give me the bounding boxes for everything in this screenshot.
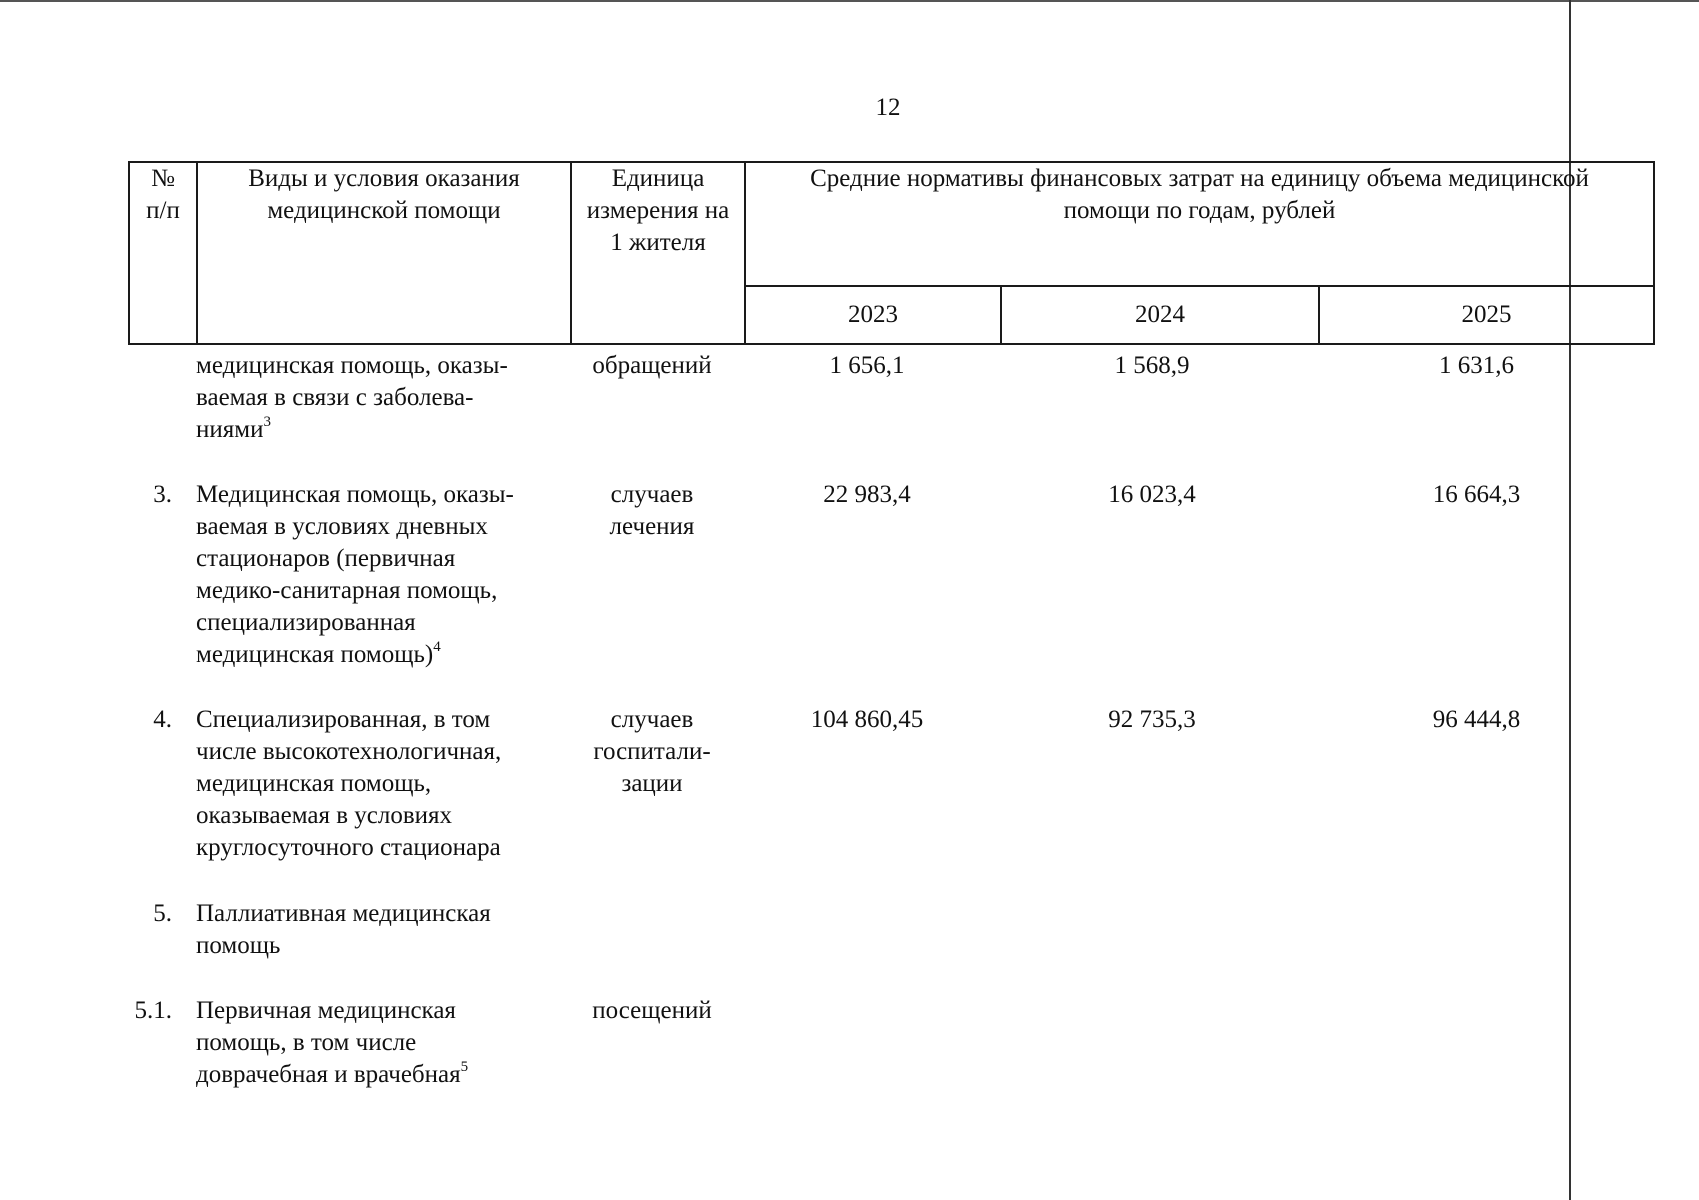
row-unit-line: случаев <box>610 706 694 733</box>
page-number: 12 <box>875 94 901 121</box>
table-header <box>128 161 1655 345</box>
row-value-2023: 1 656,1 <box>829 352 905 379</box>
row-unit-line: лечения <box>609 513 695 540</box>
row-unit-line: госпитали- <box>593 738 711 765</box>
header-num <box>129 162 197 344</box>
row-type-line: ниями$^3$ <box>196 413 271 443</box>
header-type-line: Виды и условия оказания <box>248 165 520 192</box>
header-type-line: медицинской помощи <box>267 197 501 224</box>
row-type-line: ваемая в связи с заболева- <box>196 384 474 411</box>
row-type-line: Специализированная, в том <box>196 706 491 733</box>
row-type-line: ваемая в условиях дневных <box>196 513 488 540</box>
row-type-line: медицинская помощь, <box>196 770 432 797</box>
header-unit-line: измерения на <box>586 197 730 224</box>
row-value-2025: 96 444,8 <box>1432 706 1521 733</box>
row-unit <box>566 350 738 382</box>
row-num: 3. <box>153 481 172 508</box>
footnote-mark: 3 <box>263 413 271 430</box>
row-value-2024: 1 568,9 <box>1114 352 1190 379</box>
scan-top-edge <box>0 0 1699 2</box>
row-unit <box>566 704 738 800</box>
row-type <box>196 898 566 962</box>
header-year-2025: 2025 <box>1319 286 1654 344</box>
footnote-mark: 4 <box>433 638 441 655</box>
row-type-line: медико-санитарная помощь, <box>196 577 498 604</box>
row-unit-line: посещений <box>592 997 712 1024</box>
row-type-line: Паллиативная медицинская <box>196 900 491 927</box>
header-unit-line: 1 жителя <box>610 229 706 256</box>
row-unit <box>566 479 738 543</box>
row-unit-line: обращений <box>592 352 712 379</box>
row-num: 4. <box>153 706 172 733</box>
row-type-line: Медицинская помощь, оказы- <box>196 481 514 508</box>
row-value-2024: 16 023,4 <box>1108 481 1196 508</box>
row-type-line: специализированная <box>196 609 416 636</box>
header-type <box>197 162 571 344</box>
row-type-line: круглосуточного стационара <box>196 834 501 861</box>
row-unit-line: случаев <box>610 481 694 508</box>
row-unit-line: зации <box>621 770 683 797</box>
header-norms-line: помощи по годам, рублей <box>1063 197 1336 224</box>
header-unit <box>571 162 745 344</box>
row-value-2025: 1 631,6 <box>1439 352 1514 379</box>
row-num: 5.1. <box>134 997 172 1024</box>
row-type-line: медицинская помощь, оказы- <box>196 352 508 379</box>
header-norms <box>745 162 1654 286</box>
row-type-line: помощь <box>196 932 281 959</box>
row-num: 5. <box>153 900 172 927</box>
row-type-line: оказываемая в условиях <box>196 802 453 829</box>
row-value-2024: 92 735,3 <box>1108 706 1196 733</box>
header-year-2024: 2024 <box>1001 286 1319 344</box>
header-unit-line: Единица <box>611 165 705 192</box>
row-type-line: доврачебная и врачебная$^5$ <box>196 1058 469 1088</box>
row-type-line: стационаров (первичная <box>196 545 456 572</box>
header-num-line: п/п <box>146 197 180 224</box>
row-type <box>196 479 566 671</box>
row-type-line: медицинская помощь)$^4$ <box>196 638 441 668</box>
row-unit <box>566 995 738 1027</box>
row-type <box>196 350 566 446</box>
header-year-2023: 2023 <box>745 286 1001 344</box>
footnote-mark: 5 <box>460 1058 469 1075</box>
row-value-2023: 104 860,45 <box>810 706 924 733</box>
row-type-line: числе высокотехнологичная, <box>196 738 502 765</box>
row-value-2025: 16 664,3 <box>1432 481 1521 508</box>
row-type-line: Первичная медицинская <box>196 997 456 1024</box>
row-type <box>196 995 566 1091</box>
header-norms-line: Средние нормативы финансовых затрат на единицу объема медицинской <box>810 165 1589 192</box>
row-value-2023: 22 983,4 <box>823 481 911 508</box>
header-num-line: № <box>151 165 175 192</box>
row-type <box>196 704 566 864</box>
row-type-line: помощь, в том числе <box>196 1029 417 1056</box>
